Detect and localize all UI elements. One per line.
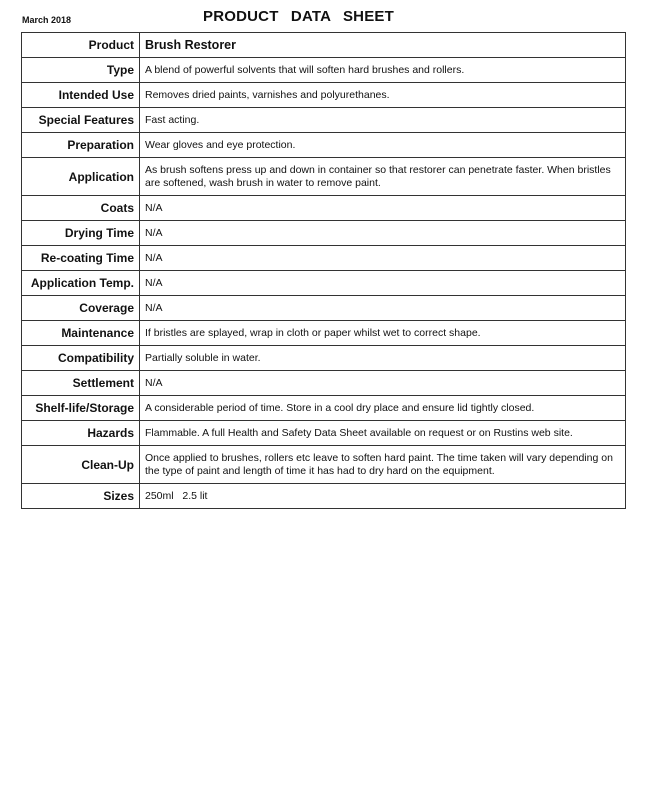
label-intended-use: Intended Use (22, 83, 140, 108)
label-recoating-time: Re-coating Time (22, 246, 140, 271)
value-type: A blend of powerful solvents that will soften hard brushes and rollers. (140, 58, 626, 83)
label-coats: Coats (22, 196, 140, 221)
label-settlement: Settlement (22, 371, 140, 396)
row-product (22, 33, 626, 58)
row-settlement (22, 371, 626, 396)
label-product: Product (22, 33, 140, 58)
row-intended-use (22, 83, 626, 108)
label-type: Type (22, 58, 140, 83)
row-type (22, 58, 626, 83)
label-coverage: Coverage (22, 296, 140, 321)
label-application: Application (22, 158, 140, 196)
row-recoating-time (22, 246, 626, 271)
value-product: Brush Restorer (140, 33, 626, 58)
row-shelf-life-storage (22, 396, 626, 421)
label-hazards: Hazards (22, 421, 140, 446)
value-recoating-time: N/A (140, 246, 626, 271)
value-preparation: Wear gloves and eye protection. (140, 133, 626, 158)
value-drying-time: N/A (140, 221, 626, 246)
value-hazards: Flammable. A full Health and Safety Data Sheet available on request or on Rustins web site. (140, 421, 626, 446)
label-clean-up: Clean-Up (22, 446, 140, 484)
value-compatibility: Partially soluble in water. (140, 346, 626, 371)
label-sizes: Sizes (22, 484, 140, 509)
value-coats: N/A (140, 196, 626, 221)
label-shelf-life-storage: Shelf-life/Storage (22, 396, 140, 421)
value-application-temp: N/A (140, 271, 626, 296)
value-maintenance: If bristles are splayed, wrap in cloth or paper whilst wet to correct shape. (140, 321, 626, 346)
value-settlement: N/A (140, 371, 626, 396)
label-preparation: Preparation (22, 133, 140, 158)
value-clean-up: Once applied to brushes, rollers etc leave to soften hard paint. The time taken will vary depending on the type of paint and length of time it has had to dry hard on the equipment. (140, 446, 626, 484)
label-maintenance: Maintenance (22, 321, 140, 346)
row-application (22, 158, 626, 196)
row-special-features (22, 108, 626, 133)
issue-date: March 2018 (22, 15, 72, 25)
value-shelf-life-storage: A considerable period of time. Store in a cool dry place and ensure lid tightly closed. (140, 396, 626, 421)
label-application-temp: Application Temp. (22, 271, 140, 296)
page-title: PRODUCT DATA SHEET (203, 8, 394, 25)
label-drying-time: Drying Time (22, 221, 140, 246)
row-drying-time (22, 221, 626, 246)
sheet-header (0, 0, 647, 32)
row-maintenance (22, 321, 626, 346)
product-data-table (21, 32, 626, 509)
row-clean-up (22, 446, 626, 484)
row-coats (22, 196, 626, 221)
label-compatibility: Compatibility (22, 346, 140, 371)
value-intended-use: Removes dried paints, varnishes and polyurethanes. (140, 83, 626, 108)
row-application-temp (22, 271, 626, 296)
row-hazards (22, 421, 626, 446)
label-special-features: Special Features (22, 108, 140, 133)
value-sizes: 250ml 2.5 lit (140, 484, 626, 509)
row-sizes (22, 484, 626, 509)
row-preparation (22, 133, 626, 158)
value-application: As brush softens press up and down in container so that restorer can penetrate faster. When bristles are softened, wash brush in water to remove paint. (140, 158, 626, 196)
row-compatibility (22, 346, 626, 371)
row-coverage (22, 296, 626, 321)
value-special-features: Fast acting. (140, 108, 626, 133)
value-coverage: N/A (140, 296, 626, 321)
